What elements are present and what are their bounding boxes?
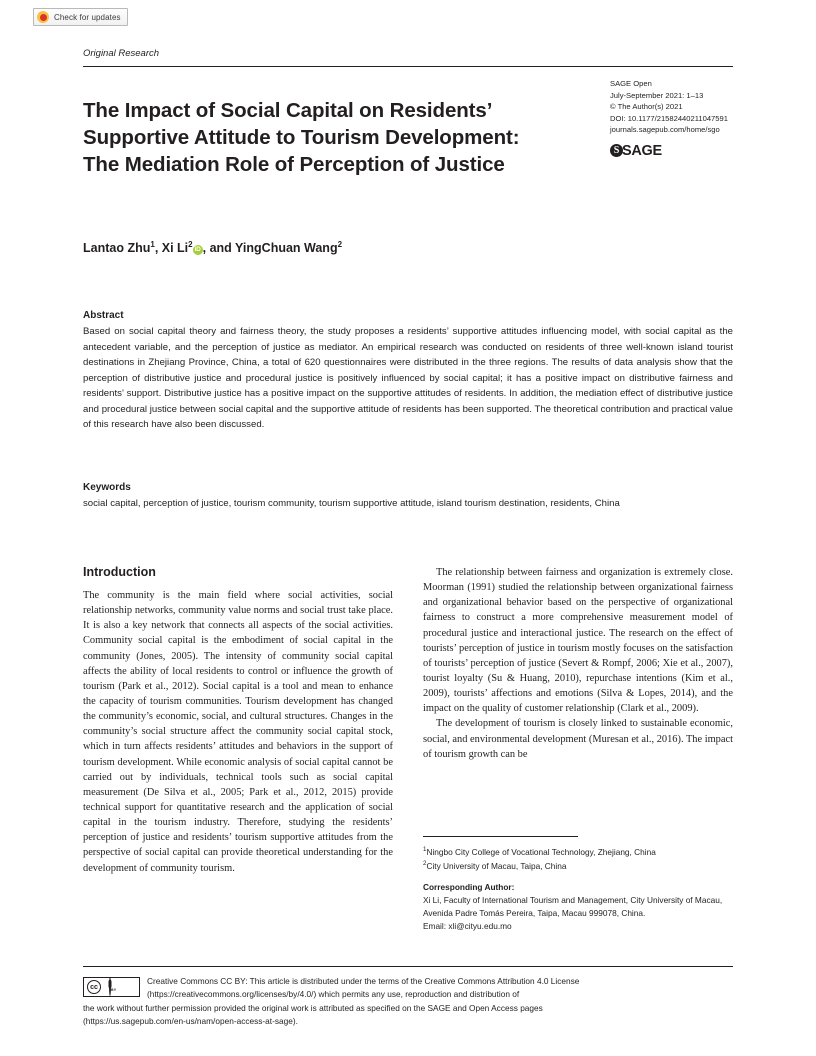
- author-affil-marker-1: 1: [150, 240, 155, 249]
- keywords-heading: Keywords: [83, 482, 131, 493]
- license-line-4[interactable]: (https://us.sagepub.com/en-us/nam/open-access-at-sage).: [83, 1016, 298, 1027]
- body-column-right: [423, 565, 733, 762]
- author-name-3[interactable]: YingChuan Wang: [235, 241, 338, 256]
- intro-paragraph-left: The community is the main field where social activities, social relationship networks, community value norms and social trust take place. It is also a key network that connects all aspects of the social activities. Community social capital is the embodiment of social capital in the community (Jones, 2005). The intensity of community social capital affects the ability of local residents to control or influence the growth of tourism (Park et al., 2012). Social capital is a tool and mean to enhance the capacity of tourism communities. Tourism development has changed the community’s economic, social, and cultural structures. Changes in the community’s social structure affect the community social capital stock, which in turn affects residents’ attitudes and behaviors in the support of tourism development. While economic analysis of social capital cannot be carried out by individuals, technical tools such as social capital measurement (De Silva et al., 2005; Park et al., 2012, 2015) provide technical support for quantitative research and the application of social capital in the tourism industry. Therefore, studying the residents’ perception of justice and residents’ tourism supportive attitudes from the perspective of social capital can provide theoretical understanding for the development of community tourism.: [83, 590, 393, 874]
- abstract-section: [83, 310, 733, 433]
- sage-logo: [610, 140, 770, 162]
- abstract-text: Based on social capital theory and fairness theory, the study proposes a residents’ supportive attitudes influencing model, with social capital as the antecedent variable, and the perception of justice as mediator. An empirical research was conducted on residents of three well-known island tourist destinations in Zhejiang Province, China, a total of 620 questionnaires were distributed in the three regions. The results of data analysis show that the perception of distributive justice and procedural justice is positively influenced by social capital; it has a positive impact on distributive fairness and residents’ support. Distributive justice has a positive impact on the supportive attitudes of residents. In addition, the mediation effect of distributive justice and procedural justice between social capital and the supportive attitude of residents has been supported. The theoretical contribution and practical value of this research have also been discussed.: [83, 326, 733, 431]
- footnote-rule: [423, 836, 578, 837]
- cc-circle-icon: cc: [87, 980, 101, 994]
- keywords-section: [83, 482, 733, 512]
- intro-paragraph-right-1: The relationship between fairness and organization is extremely close. Moorman (1991) studied the relationship between organizational fairness and organizational behavior based on the perspective of organizational fairness to construct a more comprehensive measurement model of procedural justice and interactional justice. The research on the effect of tourists’ perception of justice in tourism mostly focuses on the satisfaction of tourists’ perception of justice (Severt & Rompf, 2006; Xie et al., 2007), tourist loyalty (Su & Huang, 2010), repurchase intentions (Kim et al., 2009), tourists’ affections and emotions (Silva & Lopes, 2014), and the impact on the quality of customer relationship (Clark et al., 2009).: [423, 567, 733, 715]
- corresponding-author-address: Xi Li, Faculty of International Tourism and Management, City University of Macau, Avenida Padre Tomás Pereira, Taipa, Macau 999078, China.: [423, 895, 723, 918]
- author-affil-marker-3: 2: [337, 240, 343, 249]
- check-for-updates-icon: [37, 11, 49, 23]
- journal-url[interactable]: journals.sagepub.com/home/sgo: [610, 125, 720, 135]
- keywords-text: social capital, perception of justice, tourism community, tourism supportive attitude, island tourism destination, residents, China: [83, 498, 620, 509]
- check-for-updates-label: Check for updates: [54, 12, 121, 22]
- abstract-heading: Abstract: [83, 310, 124, 321]
- journal-name: SAGE Open: [610, 79, 652, 88]
- cc-by-label: BY: [111, 988, 117, 992]
- orcid-icon[interactable]: iD: [194, 246, 201, 254]
- license-line-1: Creative Commons CC BY: This article is distributed under the terms of the Creative Commons Attribution 4.0 License: [147, 976, 580, 986]
- header-rule: [83, 66, 733, 67]
- author-name-2[interactable]: Xi Li: [161, 241, 189, 256]
- license-line-2[interactable]: (https://creativecommons.org/licenses/by/4.0/) which permits any use, reproduction and distribution of: [147, 989, 520, 1000]
- running-head: Original Research: [83, 48, 160, 59]
- body-column-left: [83, 565, 393, 876]
- affiliation-2-text: City University of Macau, Taipa, China: [426, 860, 567, 871]
- corresponding-author-email[interactable]: Email: xli@cityu.edu.mo: [423, 920, 512, 931]
- affiliation-1-text: Ningbo City College of Vocational Technology, Zhejiang, China: [426, 846, 656, 857]
- journal-issue: July-September 2021: 1–13: [610, 90, 704, 100]
- author-conjunction: , and: [202, 241, 236, 256]
- page-title: The Impact of Social Capital on Residents’ Supportive Attitude to Tourism Development: The Mediation Role of Perception of Justice: [83, 98, 520, 177]
- sage-logo-wordmark: SAGE: [622, 142, 662, 159]
- affiliation-2: [423, 859, 735, 873]
- affiliation-marker-2: 2: [423, 859, 427, 867]
- journal-metadata: [610, 78, 770, 162]
- license-line-3: the work without further permission provided the original work is attributed as specified on the SAGE and Open Access pages: [83, 1002, 543, 1013]
- author-name-1[interactable]: Lantao Zhu: [83, 241, 151, 256]
- article-page: [83, 0, 733, 1056]
- author-affil-marker-2: 2: [188, 240, 193, 249]
- journal-doi[interactable]: DOI: 10.1177/21582440211047591: [610, 113, 728, 123]
- sage-logo-mark: S: [610, 144, 623, 157]
- corresponding-author-heading: Corresponding Author:: [423, 882, 515, 893]
- intro-paragraph-right-2: The development of tourism is closely linked to sustainable economic, social, and environmental development (Muresan et al., 2016). The impact of tourism growth can be: [423, 718, 733, 760]
- license-rule: [83, 966, 733, 967]
- journal-copyright: © The Author(s) 2021: [610, 102, 683, 112]
- license-text: [83, 975, 733, 1029]
- introduction-heading: Introduction: [83, 565, 156, 579]
- affiliation-1: [423, 845, 735, 859]
- author-list: Lantao Zhu$^1$, Xi Li$^2$iD , and YingChuan Wang$^2$: [83, 240, 343, 256]
- footnote-block: [423, 845, 735, 933]
- affiliation-marker-1: 1: [423, 846, 427, 853]
